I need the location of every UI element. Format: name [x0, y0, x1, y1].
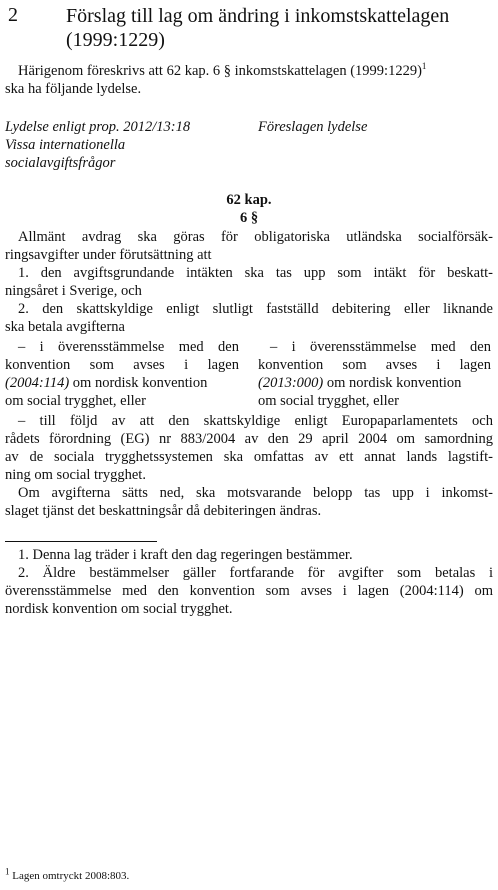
section-title-line-2: (1999:1229) [66, 29, 165, 51]
transitional-provision-2-line: nordisk konvention om social trygghet. [5, 601, 233, 617]
paragraph-heading: 6 § [239, 210, 259, 226]
left-column-header-line-3: socialavgiftsfrågor [5, 155, 116, 171]
separator-rule [5, 541, 157, 542]
left-column-line: – i överensstämmelse med den [18, 339, 239, 355]
law-reference: (2004:114) [5, 375, 70, 391]
text-line: ning om social trygghet. [5, 467, 146, 483]
left-column-line: konvention som avses i lagen [5, 357, 239, 373]
section-title-line-1: Förslag till lag om ändring i inkomstskattelagen [66, 5, 450, 27]
text-line: ska betala avgifterna [5, 319, 125, 335]
text-line: ningsåret i Sverige, och [5, 283, 142, 299]
transitional-provision-2-line: 2. Äldre bestämmelser gäller fortfarande för avgifter som betalas i [18, 565, 493, 581]
section-number: 2 [8, 4, 18, 26]
intro-line-1 [18, 62, 426, 80]
left-column-line: om social trygghet, eller [5, 393, 146, 409]
transitional-provision-2-line: överensstämmelse med den konvention som avses i lagen (2004:114) om [5, 583, 493, 599]
intro-line-2: ska ha följande lydelse. [5, 81, 142, 97]
intro-text: Härigenom föreskrivs att 62 kap. 6 § inkomstskattelagen (1999:1229) [18, 63, 422, 79]
chapter-heading: 62 kap. [226, 192, 272, 208]
right-column-line: om social trygghet, eller [258, 393, 399, 409]
text-line: – till följd av att den skattskyldige enligt Europaparlamentets och [18, 413, 493, 429]
text-line: Allmänt avdrag ska göras för obligatoriska utländska socialförsäk- [18, 229, 493, 245]
right-column-line: – i överensstämmelse med den [270, 339, 491, 355]
text-line: ringsavgifter under förutsättning att [5, 247, 212, 263]
right-column-line: konvention som avses i lagen [258, 357, 491, 373]
left-column-line [5, 374, 207, 392]
law-reference: (2013:000) [258, 375, 324, 391]
left-column-text: om nordisk konvention [69, 375, 208, 391]
text-line: 2. den skattskyldige enligt slutligt fastställd debitering eller liknande [18, 301, 493, 317]
footnote-marker: 1 [5, 866, 10, 877]
transitional-provision-1: 1. Denna lag träder i kraft den dag regeringen bestämmer. [18, 547, 353, 563]
text-line: slaget tjänst det beskattningsår då debiteringen ändras. [5, 503, 322, 519]
footnote-reference: 1 [421, 61, 427, 72]
text-line: Om avgifterna sätts ned, ska motsvarande belopp tas upp i inkomst- [18, 485, 493, 501]
footnote-text: Lagen omtryckt 2008:803. [12, 870, 130, 882]
left-column-header-line-1: Lydelse enligt prop. 2012/13:18 [5, 119, 191, 135]
right-column-text: om nordisk konvention [323, 375, 462, 391]
text-line: av de sociala trygghetssystemen ska omfattas av ett annat lands lagstift- [5, 449, 493, 465]
right-column-line [258, 374, 461, 392]
text-line: rådets förordning (EG) nr 883/2004 av den 29 april 2004 om samordning [5, 431, 493, 447]
left-column-header-line-2: Vissa internationella [5, 137, 126, 153]
right-column-header: Föreslagen lydelse [258, 119, 368, 135]
text-line: 1. den avgiftsgrundande intäkten ska tas upp som intäkt för beskatt- [18, 265, 493, 281]
footnote [5, 866, 130, 882]
